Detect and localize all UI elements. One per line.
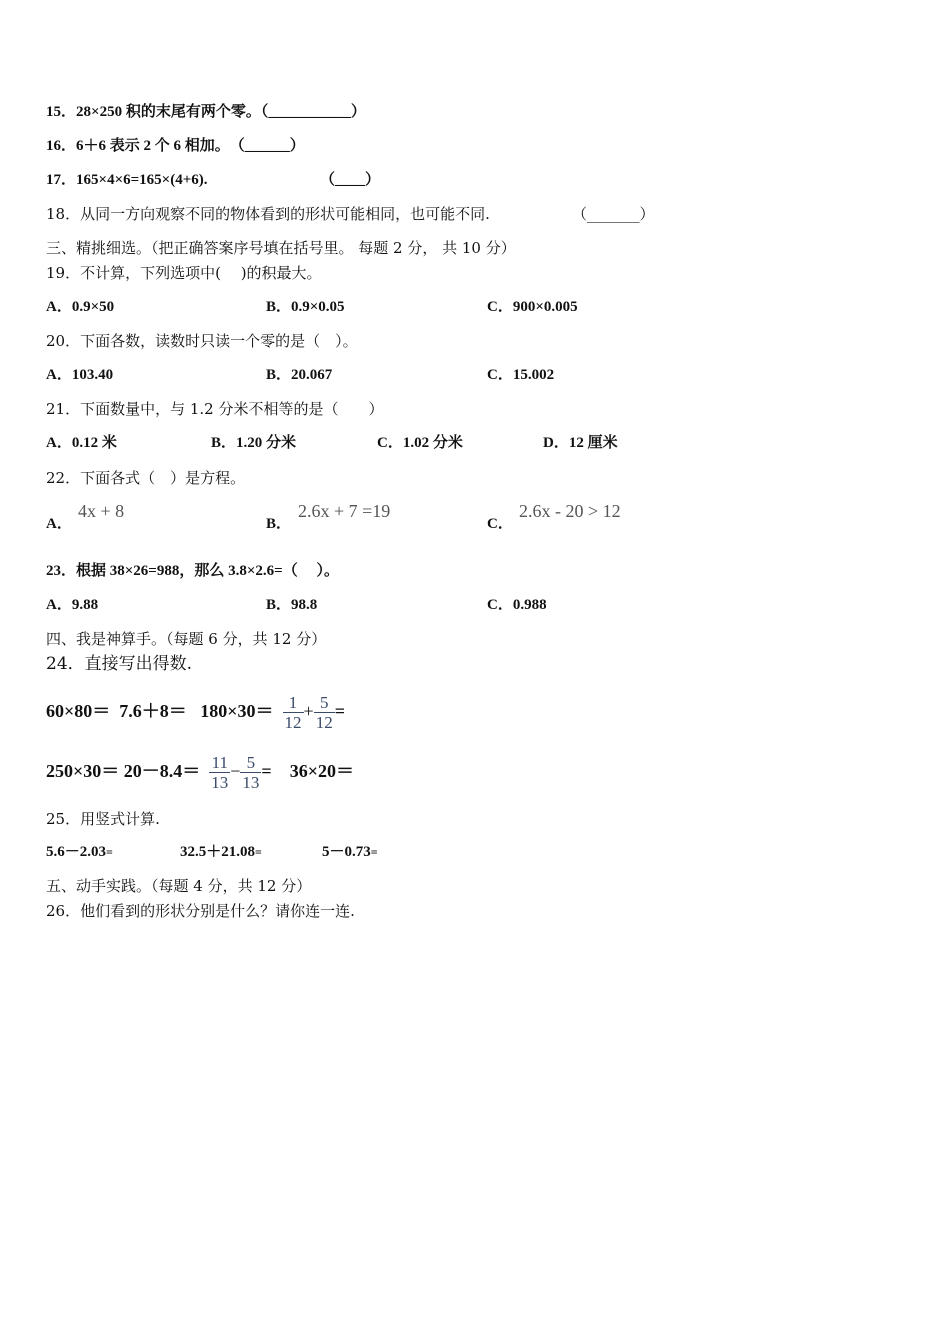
calc-item: 7.6＋8＝ xyxy=(119,701,187,721)
question-17: 17．165×4×6=165×(4+6). xyxy=(46,172,208,188)
option-a: A．9.88 xyxy=(46,597,99,613)
option-b: B． xyxy=(266,516,292,532)
section-5-heading: 五、动手实践。（每题 4 分，共 12 分） xyxy=(46,877,312,895)
fraction: $\frac{1}{12}$ xyxy=(284,693,302,733)
question-22: 22．下面各式（ ）是方程。 xyxy=(46,469,246,487)
option-c: C．1.02 分米 xyxy=(377,435,463,451)
vertical-calc-item: 5.6－2.03= xyxy=(46,844,113,860)
vertical-calc-item: 5－0.73= xyxy=(322,844,378,860)
question-24: 24．直接写出得数. xyxy=(46,654,193,674)
question-23: 23．根据 38×26=988，那么 3.8×2.6=（ ）。 xyxy=(46,563,339,579)
option-a: A．0.12 米 xyxy=(46,435,117,451)
formula-a: 4x + 8 xyxy=(78,501,125,521)
question-21: 21．下面数量中，与 1.2 分米不相等的是（ ） xyxy=(46,400,384,418)
fraction: $\frac{5}{13}$ xyxy=(242,753,260,793)
option-c: C．0.988 xyxy=(487,597,547,613)
calc-item: 20－8.4＝ xyxy=(123,761,201,781)
option-b: B．0.9×0.05 xyxy=(266,299,345,315)
calc-item: 60×80＝ xyxy=(46,701,111,721)
calc-item: 250×30＝ xyxy=(46,761,120,781)
option-b: B．1.20 分米 xyxy=(211,435,297,451)
question-15: 15．28×250 积的末尾有两个零。（___________） xyxy=(46,104,366,120)
question-18-blank: （_______） xyxy=(572,205,655,223)
calc-item: 36×20＝ xyxy=(289,761,354,781)
question-17-blank: （____） xyxy=(320,172,381,188)
calc-row-2: 250×30＝ 20－8.4＝ $\frac{11}{13}$ − $\frac{5}{13}$ = 36×20＝ xyxy=(46,753,354,793)
fraction: $\frac{11}{13}$ xyxy=(211,753,229,793)
section-4-heading: 四、我是神算手。（每题 6 分，共 12 分） xyxy=(46,630,327,648)
option-a: A．103.40 xyxy=(46,367,114,383)
option-b: B．98.8 xyxy=(266,597,318,613)
calc-item: 180×30＝ xyxy=(200,701,274,721)
vertical-calc-item: 32.5＋21.08= xyxy=(180,844,262,860)
option-a: A． xyxy=(46,516,72,532)
option-b: B．20.067 xyxy=(266,367,333,383)
option-c: C． xyxy=(487,516,513,532)
question-20: 20．下面各数，读数时只读一个零的是（ ）。 xyxy=(46,332,358,350)
option-c: C．15.002 xyxy=(487,367,555,383)
option-a: A．0.9×50 xyxy=(46,299,115,315)
question-25: 25．用竖式计算. xyxy=(46,810,160,828)
formula-c: 2.6x - 20 > 12 xyxy=(519,501,621,521)
question-26: 26．他们看到的形状分别是什么？请你连一连. xyxy=(46,902,355,920)
question-18: 18．从同一方向观察不同的物体看到的形状可能相同，也可能不同. xyxy=(46,205,490,223)
option-c: C．900×0.005 xyxy=(487,299,578,315)
calc-row-1: 60×80＝ 7.6＋8＝ 180×30＝ $\frac{1}{12}$ + $\frac{5}{12}$ = xyxy=(46,693,345,733)
fraction: $\frac{5}{12}$ xyxy=(315,693,333,733)
question-16: 16．6＋6 表示 2 个 6 相加。 （______） xyxy=(46,138,305,154)
question-19: 19．不计算，下列选项中( )的积最大。 xyxy=(46,264,322,282)
section-3-heading: 三、精挑细选。（把正确答案序号填在括号里。 每题 2 分， 共 10 分） xyxy=(46,239,516,257)
formula-b: 2.6x + 7 =19 xyxy=(298,501,391,521)
option-d: D．12 厘米 xyxy=(543,435,618,451)
